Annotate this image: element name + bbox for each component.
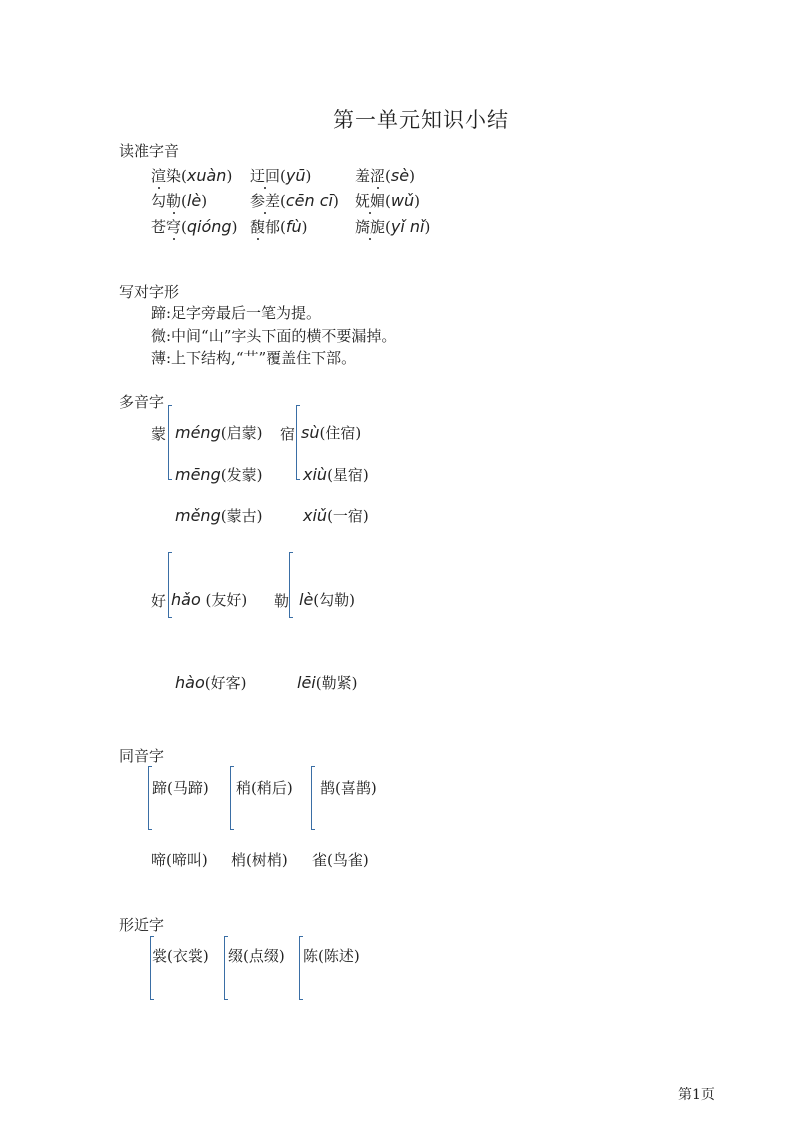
group-bracket [311, 766, 316, 830]
emphasized-hanzi: 勒 [166, 192, 182, 210]
pronunciation-item: 馥郁(fù) [250, 217, 308, 236]
polyphone-reading: méng(启蒙) [175, 423, 263, 442]
section-heading-polyphones: 多音字 [119, 393, 165, 411]
polyphone-reading: sù(住宿) [301, 423, 362, 442]
group-bracket [168, 405, 173, 480]
homophone-word: 鹊(喜鹊) [320, 779, 377, 797]
homophone-word: 雀(鸟雀) [312, 851, 369, 869]
similar-word: 陈(陈述) [303, 947, 360, 965]
section-heading-similar: 形近字 [119, 916, 165, 934]
pinyin-text: yǐ nǐ [390, 217, 425, 236]
pronunciation-item: 迂回(yū) [250, 166, 312, 185]
emphasized-hanzi: 穹 [166, 218, 182, 236]
writing-line: 薄:上下结构,“艹”覆盖住下部。 [151, 349, 357, 367]
homophone-word: 啼(啼叫) [151, 851, 208, 869]
polyphone-reading: lè(勾勒) [299, 590, 356, 609]
pronunciation-item: 旖旎(yǐ nǐ) [355, 217, 431, 236]
pronunciation-item: 勾勒(lè) [151, 191, 208, 210]
pinyin-text: sè [390, 166, 410, 185]
hanzi-text: 回 [265, 167, 281, 185]
polyphone-char: 宿 [280, 425, 296, 443]
hanzi-text: 勾 [151, 192, 167, 210]
pronunciation-item: 渲染(xuàn) [151, 166, 233, 185]
polyphone-reading: hǎo (友好) [171, 590, 248, 609]
page-title: 第一单元知识小结 [333, 108, 509, 132]
pinyin-text: lè [186, 191, 202, 210]
polyphone-reading: hào(好客) [175, 673, 247, 692]
emphasized-hanzi: 渲 [151, 167, 167, 185]
pronunciation-item: 苍穹(qióng) [151, 217, 238, 236]
group-bracket [289, 552, 294, 618]
pinyin-text: qióng [186, 217, 232, 236]
page-number: 第1页 [678, 1087, 715, 1103]
group-bracket [148, 766, 153, 830]
pronunciation-item: 妩媚(wǔ) [355, 191, 420, 210]
hanzi-text: 羞 [355, 167, 371, 185]
emphasized-hanzi: 涩 [370, 167, 386, 185]
polyphone-reading: xiǔ(一宿) [303, 506, 369, 525]
polyphone-reading: lēi(勒紧) [297, 673, 358, 692]
polyphone-char: 好 [151, 592, 167, 610]
pinyin-text: yū [285, 166, 306, 185]
hanzi-text: 郁 [265, 218, 281, 236]
homophone-word: 蹄(马蹄) [152, 779, 209, 797]
polyphone-reading: mēng(发蒙) [175, 465, 263, 484]
section-heading-writing: 写对字形 [119, 283, 180, 301]
pinyin-text: wǔ [390, 191, 415, 210]
section-heading-pronunciation: 读准字音 [119, 142, 180, 160]
polyphone-reading: měng(蒙古) [175, 506, 263, 525]
similar-word: 裳(衣裳) [152, 947, 209, 965]
writing-line: 蹄:足字旁最后一笔为提。 [151, 304, 322, 322]
emphasized-hanzi: 参差 [250, 192, 281, 210]
pronunciation-item: 羞涩(sè) [355, 166, 415, 185]
homophone-word: 梢(树梢) [231, 851, 288, 869]
hanzi-text: 迂 [250, 167, 266, 185]
pinyin-text: fù [285, 217, 302, 236]
hanzi-text: 染 [166, 167, 182, 185]
section-heading-homophones: 同音字 [119, 747, 165, 765]
group-bracket [230, 766, 235, 830]
similar-word: 缀(点缀) [228, 947, 285, 965]
emphasized-hanzi: 馥 [250, 218, 266, 236]
hanzi-text: 苍 [151, 218, 167, 236]
hanzi-text: 妩 [355, 192, 371, 210]
polyphone-reading: xiù(星宿) [303, 465, 369, 484]
emphasized-hanzi: 旖旎 [355, 218, 386, 236]
homophone-word: 稍(稍后) [236, 779, 293, 797]
writing-line: 微:中间“山”字头下面的横不要漏掉。 [151, 327, 397, 345]
pinyin-text: cēn cī [285, 191, 333, 210]
polyphone-char: 蒙 [151, 425, 167, 443]
pronunciation-item: 参差(cēn cī) [250, 191, 339, 210]
hanzi-text: 媚 [370, 192, 386, 210]
pinyin-text: xuàn [186, 166, 227, 185]
polyphone-char: 勒 [274, 592, 290, 610]
